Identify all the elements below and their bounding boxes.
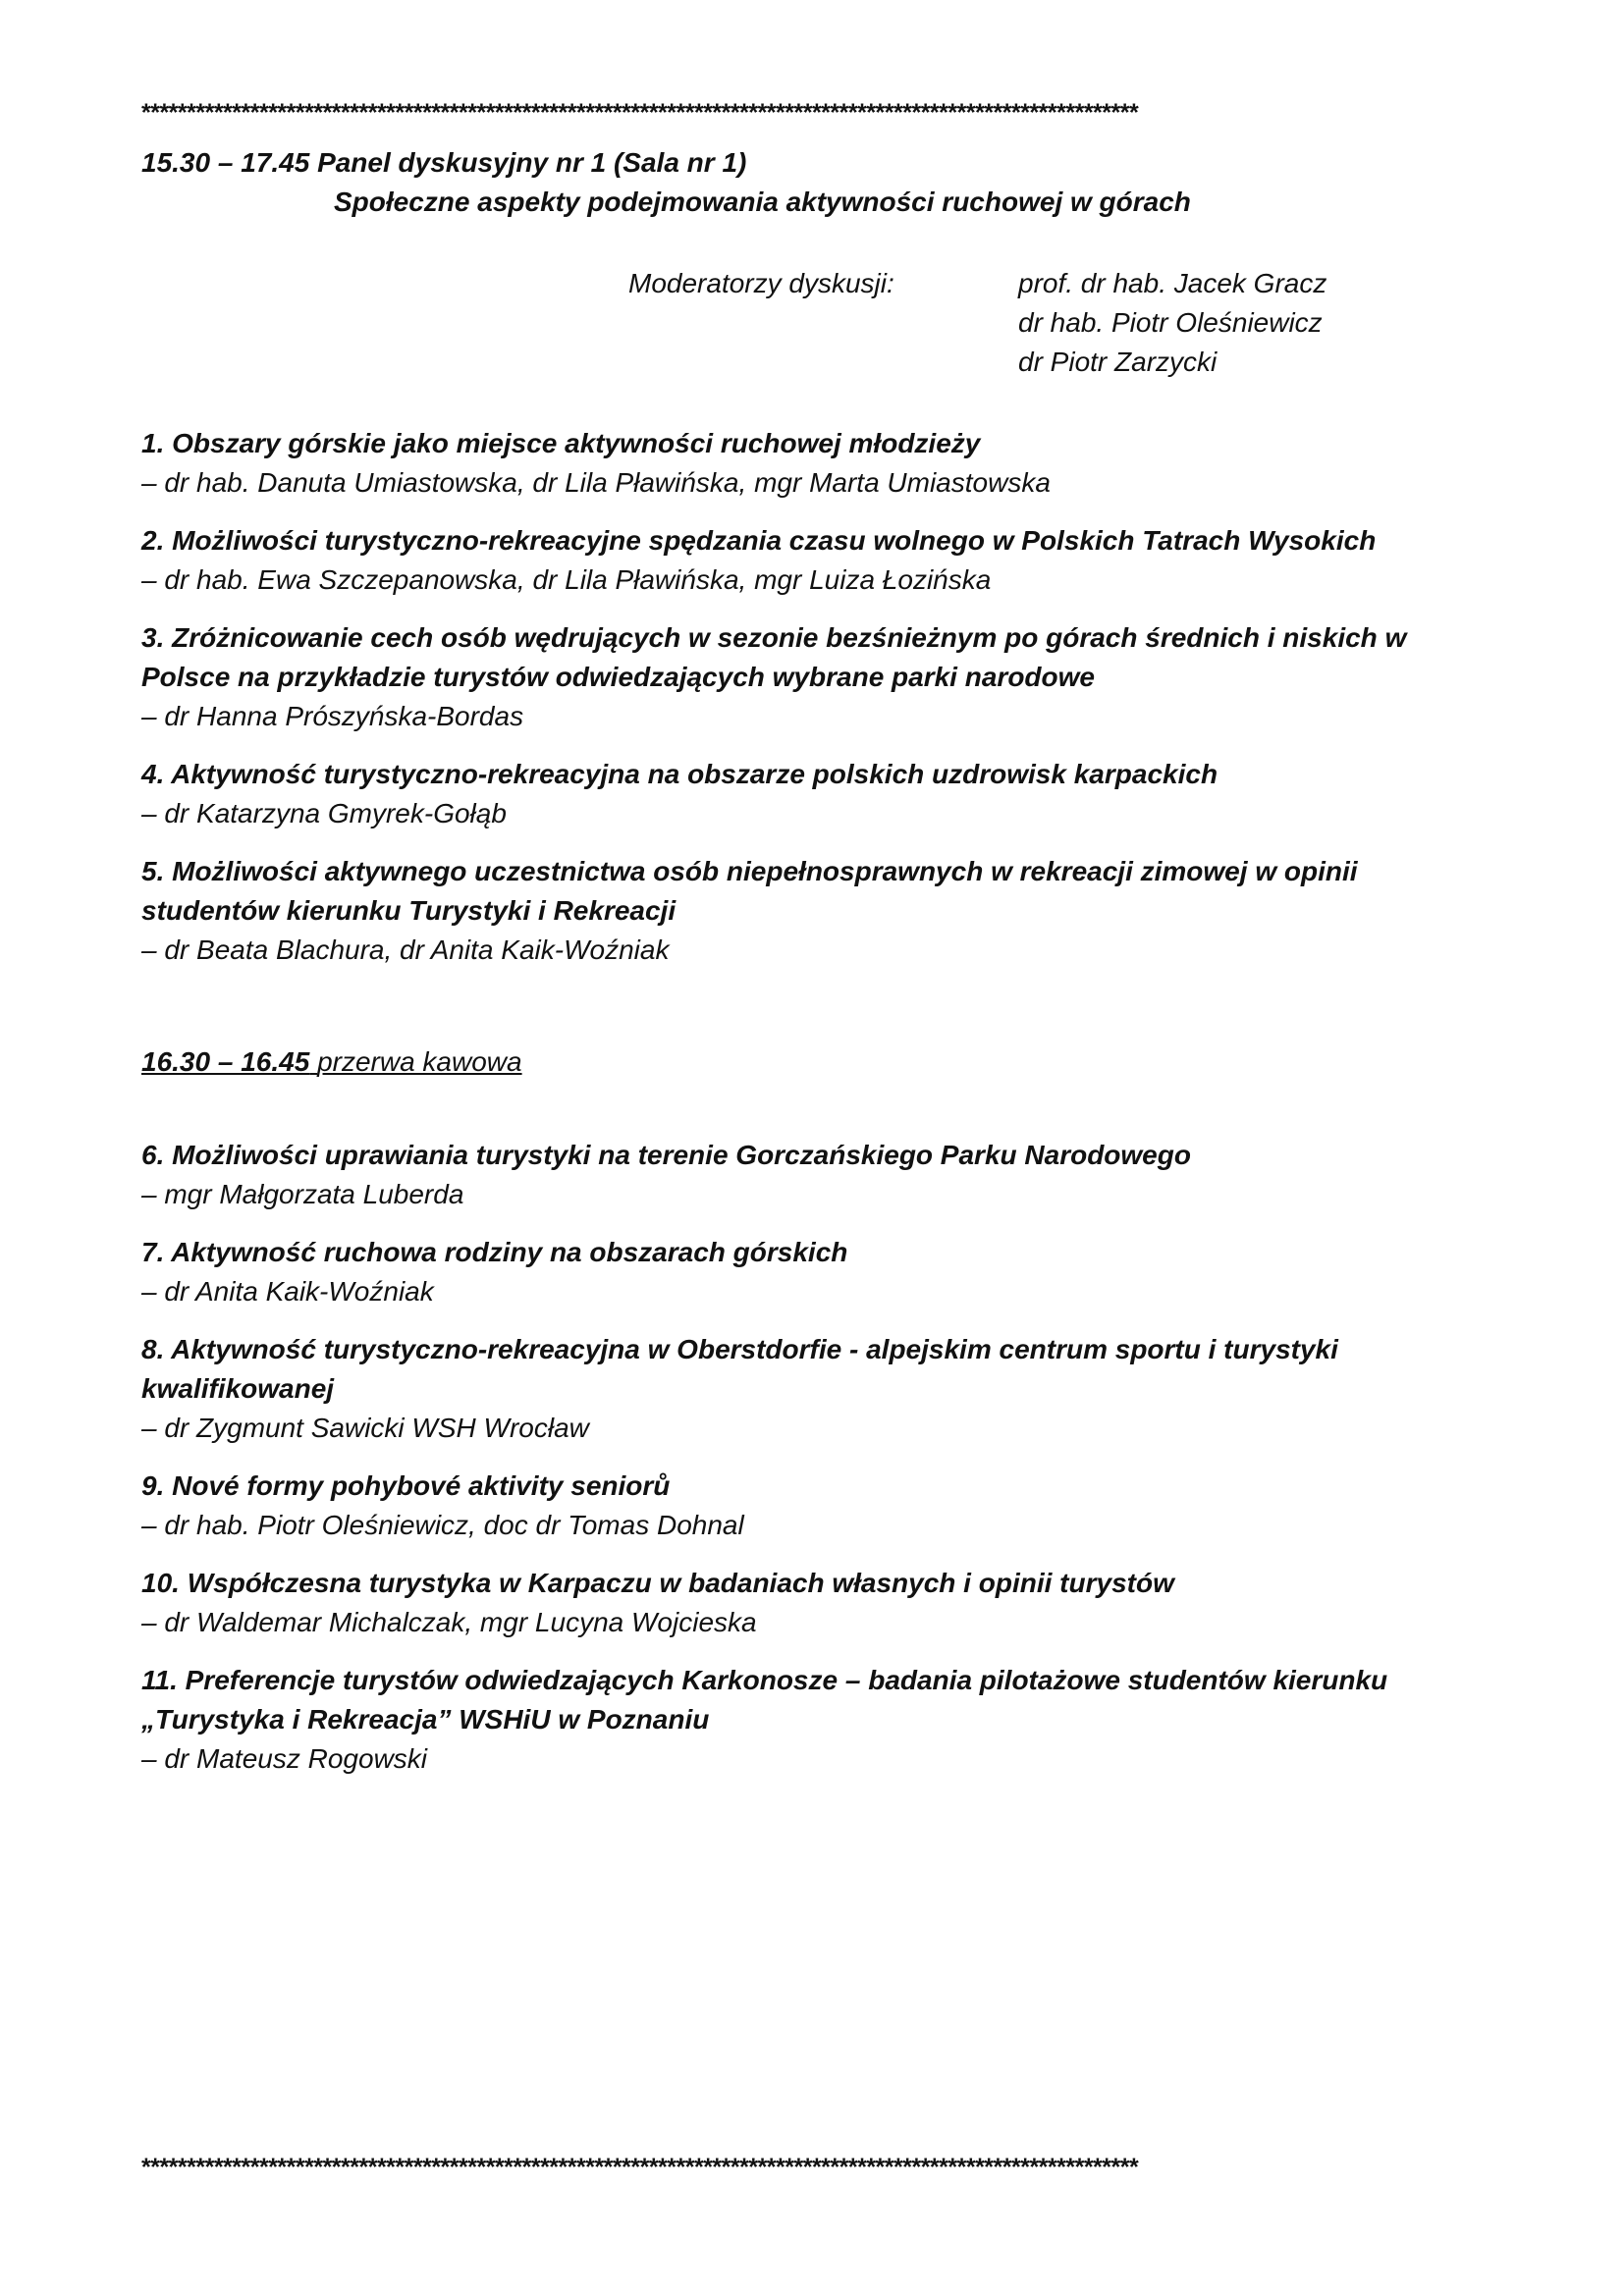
- presentation-title: 7. Aktywność ruchowa rodziny na obszarach górskich: [141, 1237, 848, 1267]
- presentation-authors: – dr Mateusz Rogowski: [141, 1743, 428, 1774]
- presentation-authors: – dr Waldemar Michalczak, mgr Lucyna Wojcieska: [141, 1607, 757, 1637]
- presentation-authors: – dr Katarzyna Gmyrek-Gołąb: [141, 798, 507, 828]
- session-title: Panel dyskusyjny nr 1 (Sala nr 1): [317, 147, 747, 178]
- coffee-break: [141, 1042, 522, 1082]
- coffee-break-label: przerwa kawowa: [317, 1046, 522, 1077]
- presentation-item: [141, 852, 1496, 970]
- presentation-title: 1. Obszary górskie jako miejsce aktywności ruchowej młodzieży: [141, 428, 981, 458]
- presentation-authors: – dr Hanna Prószyńska-Bordas: [141, 701, 524, 731]
- presentation-authors: – dr hab. Danuta Umiastowska, dr Lila Pławińska, mgr Marta Umiastowska: [141, 467, 1051, 498]
- presentation-list-second: [141, 1136, 1496, 1797]
- presentation-item: [141, 1330, 1496, 1448]
- separator-bottom: **************************************************************************************************************: [141, 2154, 1139, 2181]
- presentation-item: [141, 1661, 1496, 1779]
- presentation-item: [141, 618, 1496, 736]
- presentation-title: 3. Zróżnicowanie cech osób wędrujących w sezonie bezśnieżnym po górach średnich i niskich w Polsce na przykładzie turystów odwiedzających wybrane parki narodowe: [141, 622, 1407, 692]
- moderators-list: [1018, 264, 1326, 382]
- presentation-item: [141, 424, 1496, 503]
- presentation-title: 10. Współczesna turystyka w Karpaczu w badaniach własnych i opinii turystów: [141, 1568, 1174, 1598]
- presentation-item: [141, 1564, 1496, 1642]
- presentation-list-first: [141, 424, 1496, 988]
- presentation-item: [141, 1136, 1496, 1214]
- presentation-title: 8. Aktywność turystyczno-rekreacyjna w Oberstdorfie - alpejskim centrum sportu i turystyki kwalifikowanej: [141, 1334, 1338, 1404]
- coffee-break-time: 16.30 – 16.45: [141, 1046, 310, 1077]
- separator-top: **************************************************************************************************************: [141, 99, 1139, 127]
- presentation-authors: – dr hab. Ewa Szczepanowska, dr Lila Pławińska, mgr Luiza Łozińska: [141, 564, 992, 595]
- presentation-item: [141, 755, 1496, 833]
- presentation-title: 2. Możliwości turystyczno-rekreacyjne spędzania czasu wolnego w Polskich Tatrach Wysokich: [141, 525, 1377, 556]
- presentation-title: 9. Nové formy pohybové aktivity seniorů: [141, 1470, 671, 1501]
- presentation-authors: – mgr Małgorzata Luberda: [141, 1179, 464, 1209]
- session-time: 15.30 – 17.45: [141, 147, 310, 178]
- moderators-label: Moderatorzy dyskusji:: [628, 268, 894, 298]
- moderator-name: dr Piotr Zarzycki: [1018, 347, 1218, 377]
- presentation-title: 5. Możliwości aktywnego uczestnictwa osób niepełnosprawnych w rekreacji zimowej w opinii studentów kierunku Turystyki i Rekreacji: [141, 856, 1358, 926]
- presentation-authors: – dr Zygmunt Sawicki WSH Wrocław: [141, 1413, 589, 1443]
- session-subtitle: Społeczne aspekty podejmowania aktywności ruchowej w górach: [334, 187, 1191, 217]
- session-heading: [141, 143, 746, 183]
- presentation-title: 4. Aktywność turystyczno-rekreacyjna na obszarze polskich uzdrowisk karpackich: [141, 759, 1218, 789]
- presentation-authors: – dr Beata Blachura, dr Anita Kaik-Woźniak: [141, 934, 670, 965]
- presentation-authors: – dr hab. Piotr Oleśniewicz, doc dr Tomas Dohnal: [141, 1510, 744, 1540]
- presentation-title: 11. Preferencje turystów odwiedzających Karkonosze – badania pilotażowe studentów kierunku „Turystyka i Rekreacja” WSHiU w Poznaniu: [141, 1665, 1388, 1735]
- presentation-title: 6. Możliwości uprawiania turystyki na terenie Gorczańskiego Parku Narodowego: [141, 1140, 1191, 1170]
- moderator-name: prof. dr hab. Jacek Gracz: [1018, 268, 1327, 298]
- presentation-item: [141, 1467, 1496, 1545]
- presentation-item: [141, 1233, 1496, 1311]
- presentation-authors: – dr Anita Kaik-Woźniak: [141, 1276, 434, 1307]
- moderator-name: dr hab. Piotr Oleśniewicz: [1018, 307, 1323, 338]
- presentation-item: [141, 521, 1496, 600]
